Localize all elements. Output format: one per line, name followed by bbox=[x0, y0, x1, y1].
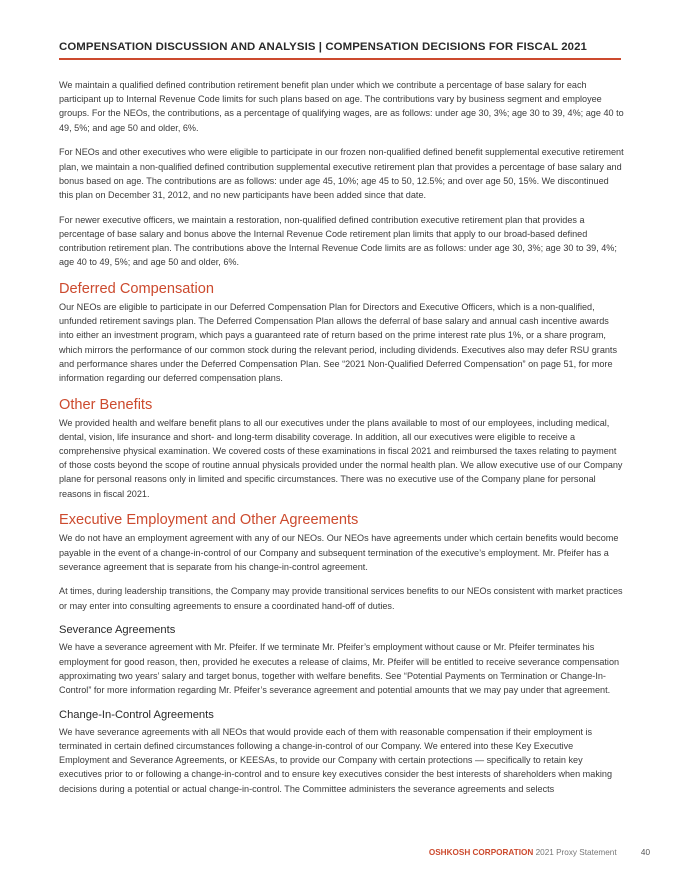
page-number: 40 bbox=[640, 848, 650, 857]
footer-brand: OSHKOSH CORPORATION bbox=[428, 848, 534, 857]
other-benefits-paragraph: We provided health and welfare benefit plans to all our executives under the plans available to most of our employees, including medical, dental, vision, life insurance and short- and long-term disability coverage. In addition, all our executives were eligible to receive a comprehensive physical examination. We covered costs of these examinations in fiscal 2021 and reimbursed the taxes relating to payment of those costs beyond the scope of routine annual physicals provided under the normal health plan. We allow executive use of our Company plane for personal reasons only in limited and specific circumstances. There was no executive use of the Company plane for personal reasons in fiscal 2021. bbox=[59, 417, 623, 499]
deferred-compensation-paragraph: Our NEOs are eligible to participate in our Deferred Compensation Plan for Directors and Executive Officers, which is a non-qualified, unfunded retirement savings plan. The Deferred Compensation Plan allows the deferral of base salary and annual cash incentive awards into either an investment program, which pays a guaranteed rate of return based on the prime interest rate plus 1%, or a share program, which mirrors the performance of our common stock during the relevant period, including dividends. Executives also may defer RSU grants and performance shares under the Deferred Compensation Plan. See “2021 Non-Qualified Deferred Compensation” on page 51, for more information regarding our deferred compensation plans. bbox=[59, 301, 618, 383]
intro-paragraph-1: We maintain a qualified defined contribution retirement benefit plan under which we contribute a percentage of base salary for each participant up to Internal Revenue Code limits for such plans based on age. The contributions vary by business segment and employee groups. For the NEOs, the contributions, as a percentage of qualifying wages, are as follows: under age 30, 3%; age 30 to 39, 4%; age 40 to 49, 5%; and age 50 and older, 6%. bbox=[59, 80, 624, 133]
employment-agreements-paragraph-1: We do not have an employment agreement with any of our NEOs. Our NEOs have agreements under which certain benefits would become payable in the event of a change-in-control of our Company and subsequent termination of the executive’s employment. Mr. Pfeifer has a severance agreement that is separate from his change-in-control agreement. bbox=[59, 533, 619, 572]
severance-agreements-paragraph: We have a severance agreement with Mr. Pfeifer. If we terminate Mr. Pfeifer’s employment without cause or Mr. Pfeifer terminates his employment for good reason, then, provided he executes a release of claims, Mr. Pfeifer will be entitled to receive severance compensation approximating two years’ salary and target bonus, together with welfare benefits. See “Potential Payments on Termination or Change-In-Control” for more information regarding Mr. Pfeifer’s severance agreement and potential amounts that we may pay under that agreement. bbox=[59, 642, 620, 695]
employment-agreements-heading: Executive Employment and Other Agreements bbox=[59, 512, 359, 529]
change-in-control-paragraph: We have severance agreements with all NEOs that would provide each of them with reasonable compensation if their employment is terminated in certain defined circumstances following a change-in-control of our Company. We entered into these Key Executive Employment and Severance Agreements, or KEESAs, to provide our Company with certain protections — specifically to retain key executives prior to or following a change-in-control and to ensure key executives consider the best interests of shareholders when making decisions during a potential or actual change-in-control. The Committee administers the severance agreements and selects bbox=[59, 726, 612, 794]
page-footer bbox=[429, 848, 650, 857]
employment-agreements-paragraph-2: At times, during leadership transitions, the Company may provide transitional services benefits to our NEOs consistent with market practices or may enter into consulting agreements to ensure a coordinated hand-off of duties. bbox=[59, 586, 623, 611]
other-benefits-heading: Other Benefits bbox=[59, 396, 153, 413]
deferred-compensation-heading: Deferred Compensation bbox=[59, 280, 214, 297]
intro-paragraph-3: For newer executive officers, we maintain a restoration, non-qualified defined contribution executive retirement plan that provides a percentage of base salary and bonus above the Internal Revenue Code retirement plan limits that apply to our broad-based defined contribution retirement plan. The contributions above the Internal Revenue Code limits are as follows: under age 30, 3%; age 30 to 39, 4%; age 40 to 49, 5%; and age 50 and older, 6%. bbox=[59, 214, 617, 268]
intro-paragraph-2: For NEOs and other executives who were eligible to participate in our frozen non-qualified defined benefit supplemental executive retirement plan, we maintain a non-qualified defined contribution supplemental executive retirement plan that provides a percentage of base salary and bonus based on age. The contributions are as follows: under age 45, 10%; age 45 to 50, 12.5%; and over age 50, 15%. We discontinued this plan on December 31, 2012, and no new participants have been added since that date. bbox=[59, 147, 624, 200]
change-in-control-heading: Change-In-Control Agreements bbox=[59, 708, 214, 721]
page-header: COMPENSATION DISCUSSION AND ANALYSIS | COMPENSATION DECISIONS FOR FISCAL 2021 bbox=[59, 41, 621, 60]
severance-agreements-heading: Severance Agreements bbox=[59, 624, 176, 637]
footer-document-title: 2021 Proxy Statement bbox=[535, 848, 617, 857]
main-content bbox=[59, 78, 625, 806]
